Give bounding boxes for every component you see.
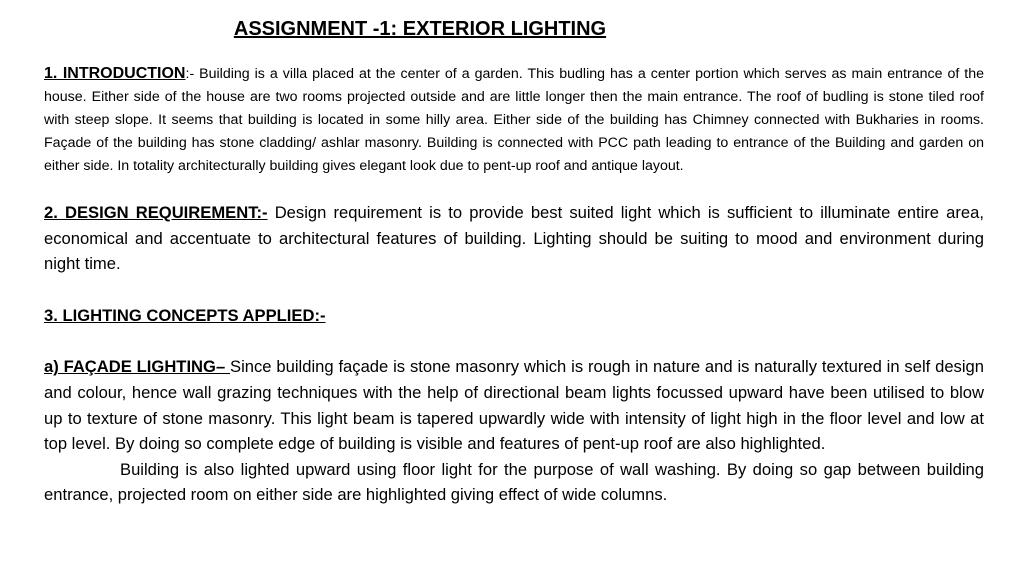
facade-lighting-paragraph	[44, 354, 984, 456]
design-requirement-text: Design requirement is to provide best suited light which is sufficient to illuminate entire area, economical and accentuate to architectural features of building. Lighting should be suiting to mood and environment during night time.	[44, 203, 984, 274]
design-requirement-paragraph	[44, 200, 984, 277]
wall-washing-paragraph: Building is also lighted upward using floor light for the purpose of wall washing. By doing so gap between building entrance, projected room on either side are highlighted giving effect of wide columns.	[44, 459, 984, 505]
lighting-concepts-heading-line	[44, 303, 984, 329]
design-requirement-heading: 2. DESIGN REQUIREMENT:-	[44, 203, 268, 222]
facade-lighting-heading: a) FAÇADE LIGHTING–	[44, 357, 231, 377]
slide-content	[44, 62, 984, 508]
slide-title: ASSIGNMENT -1: EXTERIOR LIGHTING	[233, 18, 607, 40]
lighting-concepts-heading: 3. LIGHTING CONCEPTS APPLIED:-	[44, 305, 326, 325]
introduction-separator: :-	[185, 66, 200, 82]
facade-lighting-text: Since building façade is stone masonry which is rough in nature and is naturally textured in self design and colour, hence wall grazing techniques with the help of directional beam lights focussed upward have been utilised to blow up to texture of stone masonry. This light beam is tapered upwardly wide with intensity of light high in the floor level and low at top level. By doing so complete edge of building is visible and features of pent-up roof are also highlighted.	[44, 357, 984, 454]
introduction-heading: 1. INTRODUCTION	[44, 65, 186, 82]
introduction-text: Building is a villa placed at the center of a garden. This budling has a center portion which serves as main entrance of the house. Either side of the house are two rooms projected outside and are little longer then the main entrance. The roof of budling is stone tiled roof with steep slope. It seems that building is located in some hilly area. Either side of the building has Chimney connected with Bukharies in rooms. Façade of the building has stone cladding/ ashlar masonry. Building is connected with PCC path leading to entrance of the Building and garden on either side. In totality architecturally building gives elegant look due to pent-up roof and antique layout.	[44, 66, 984, 174]
introduction-paragraph	[44, 62, 984, 178]
